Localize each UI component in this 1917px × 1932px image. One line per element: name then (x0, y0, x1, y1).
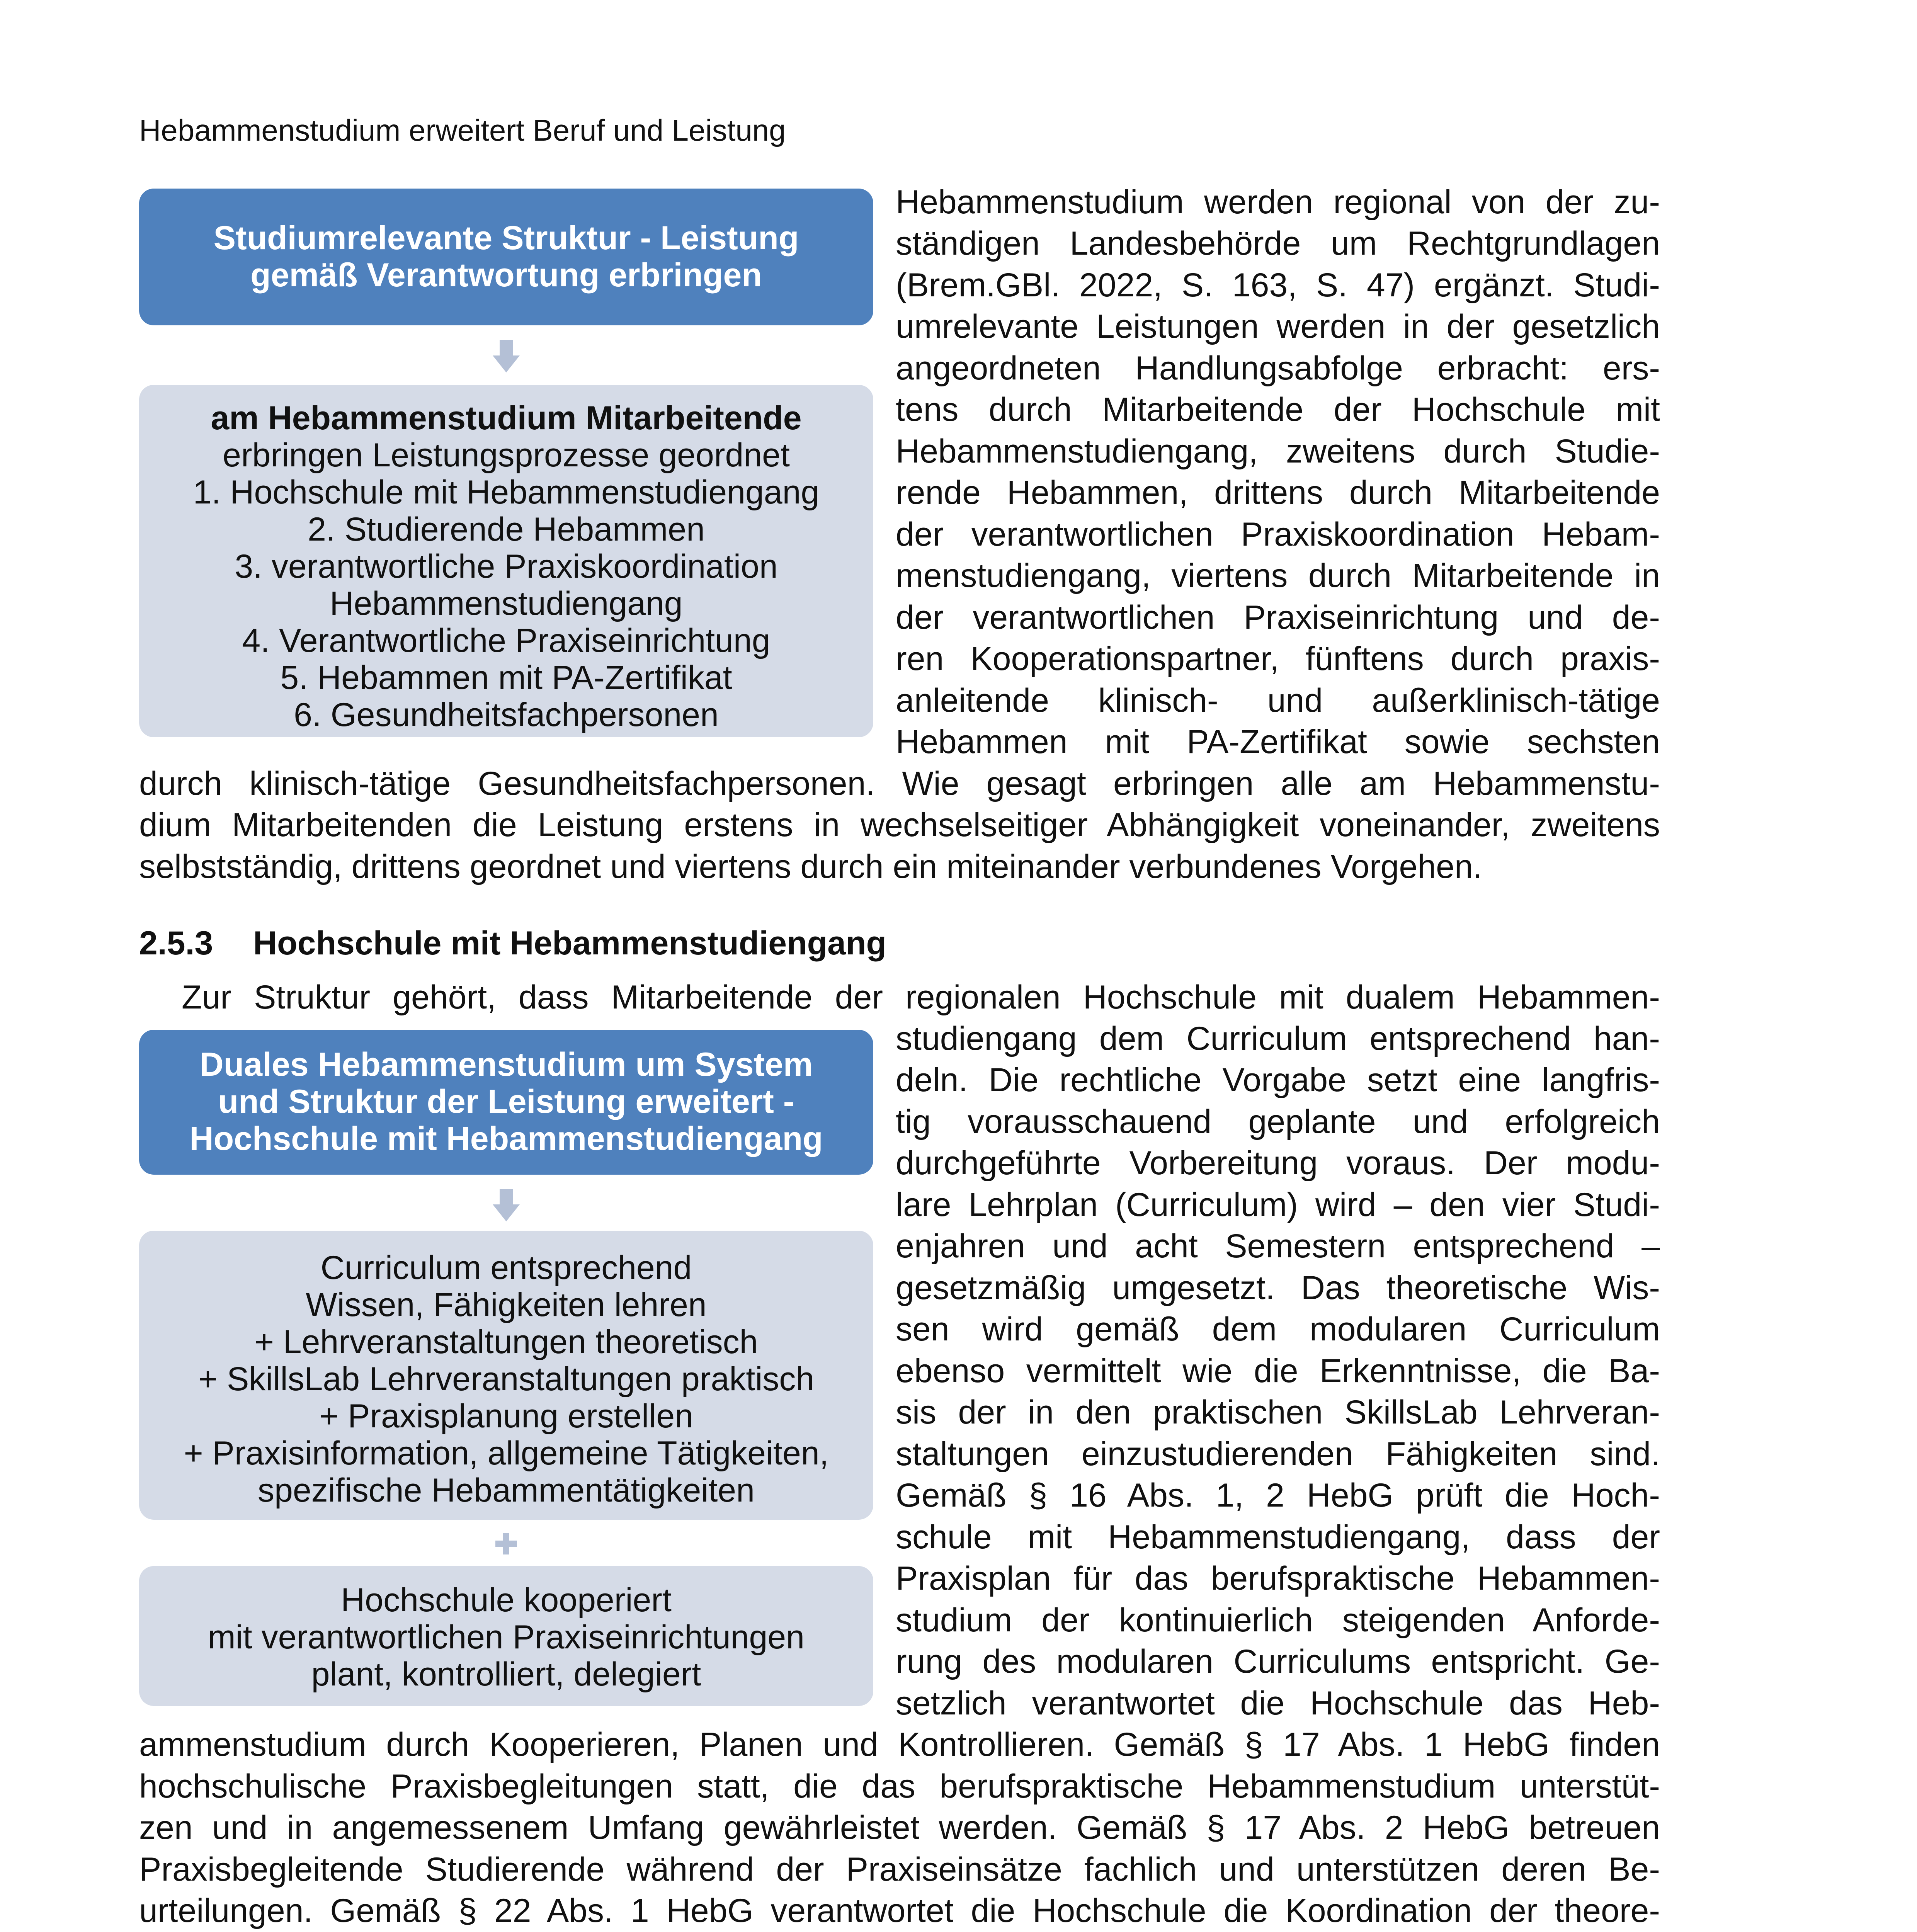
text-line: der verantwortlichen Praxiskoordination Hebam- (896, 516, 1660, 553)
text-line: ammenstudium durch Kooperieren, Planen und Kontrollieren. Gemäß § 17 Abs. 1 HebG finden (139, 1726, 1660, 1763)
text-line: (Brem.GBl. 2022, S. 163, S. 47) ergänzt. Studi- (896, 267, 1660, 304)
figure1-bottom-line: 1. Hochschule mit Hebammenstudiengang (193, 474, 820, 511)
figure2-middle-line: Curriculum entsprechend (320, 1249, 692, 1286)
text-line: umrelevante Leistungen werden in der gesetzlich (896, 308, 1660, 345)
text-line: tig vorausschauend geplante und erfolgreich (896, 1103, 1660, 1140)
section-number: 2.5.3 (139, 925, 213, 962)
figure1-top-line: Studiumrelevante Struktur - Leistung (213, 219, 799, 257)
text-line: lare Lehrplan (Curriculum) wird – den vier Studi- (896, 1186, 1660, 1223)
down-arrow-icon (493, 1189, 520, 1221)
text-line: Hebammenstudium werden regional von der zu- (896, 184, 1660, 221)
text-line: tens durch Mitarbeitende der Hochschule mit (896, 391, 1660, 428)
figure1-top-line: gemäß Verantwortung erbringen (250, 257, 762, 294)
figure1-bottom-line: Hebammenstudiengang (330, 585, 683, 622)
figure2-bottom-line: Hochschule kooperiert (341, 1582, 672, 1619)
text-line: Hebammenstudiengang, zweitens durch Studie- (896, 433, 1660, 470)
figure2-middle-line: + Lehrveranstaltungen theoretisch (254, 1323, 758, 1361)
text-line: rende Hebammen, drittens durch Mitarbeitende (896, 474, 1660, 511)
figure2-middle-line: + Praxisplanung erstellen (319, 1398, 694, 1435)
text-line: Gemäß § 16 Abs. 1, 2 HebG prüft die Hoch- (896, 1477, 1660, 1514)
text-line: selbstständig, drittens geordnet und viertens durch ein miteinander verbundenes Vorgehen. (139, 848, 1482, 885)
text-line: hochschulische Praxisbegleitungen statt, die das berufspraktische Hebammenstudium unterstüt- (139, 1768, 1660, 1805)
text-line: dium Mitarbeitenden die Leistung erstens in wechselseitiger Abhängigkeit voneinander, zweitens (139, 806, 1660, 844)
down-arrow-icon (493, 340, 520, 372)
figure2-bottom-line: mit verantwortlichen Praxiseinrichtungen (208, 1619, 805, 1656)
text-line: deln. Die rechtliche Vorgabe setzt eine langfris- (896, 1061, 1660, 1099)
figure-leistung-struktur (139, 189, 873, 737)
text-line: enjahren und acht Semestern entsprechend – (896, 1228, 1660, 1265)
section-heading-2-5-3 (139, 924, 886, 963)
figure2-middle-line: Wissen, Fähigkeiten lehren (306, 1286, 707, 1323)
figure1-bottom-line: 4. Verantwortliche Praxiseinrichtung (242, 622, 771, 659)
text-line: ständigen Landesbehörde um Rechtgrundlagen (896, 225, 1660, 262)
text-line: gesetzmäßig umgesetzt. Das theoretische Wis- (896, 1269, 1660, 1306)
figure2-bottom-line: plant, kontrolliert, delegiert (311, 1656, 701, 1693)
running-header: Hebammenstudium erweitert Beruf und Leistung (139, 113, 786, 147)
text-line: zen und in angemessenem Umfang gewährleistet werden. Gemäß § 17 Abs. 2 HebG betreuen (139, 1809, 1660, 1846)
figure2-bottom-box (139, 1566, 873, 1706)
text-line: staltungen einzustudierenden Fähigkeiten sind. (896, 1435, 1660, 1473)
figure2-middle-line: + Praxisinformation, allgemeine Tätigkeiten, (184, 1435, 829, 1472)
text-line: studiengang dem Curriculum entsprechend han- (896, 1020, 1660, 1057)
text-line: Hebammen mit PA-Zertifikat sowie sechsten (896, 723, 1660, 760)
text-line: sis der in den praktischen SkillsLab Lehrveran- (896, 1394, 1660, 1431)
figure2-middle-line: spezifische Hebammentätigkeiten (258, 1472, 755, 1509)
plus-icon (495, 1533, 517, 1554)
text-line: Praxisplan für das berufspraktische Hebammen- (896, 1560, 1660, 1597)
text-line: menstudiengang, viertens durch Mitarbeitende in (896, 557, 1660, 594)
figure2-middle-line: + SkillsLab Lehrveranstaltungen praktisch (198, 1361, 815, 1398)
section-title: Hochschule mit Hebammenstudiengang (253, 925, 887, 962)
figure1-bottom-box (139, 385, 873, 737)
figure2-top-line: Duales Hebammenstudium um System (199, 1046, 813, 1083)
text-line: schule mit Hebammenstudiengang, dass der (896, 1519, 1660, 1556)
figure1-bottom-line: 5. Hebammen mit PA-Zertifikat (280, 659, 732, 696)
figure2-middle-box (139, 1231, 873, 1520)
text-line: rung des modularen Curriculums entspricht. Ge- (896, 1643, 1660, 1680)
figure1-bottom-line: 2. Studierende Hebammen (308, 511, 705, 548)
figure1-bottom-line: 3. verantwortliche Praxiskoordination (235, 548, 778, 585)
text-line: sen wird gemäß dem modularen Curriculum (896, 1311, 1660, 1348)
text-line: Zur Struktur gehört, dass Mitarbeitende der regionalen Hochschule mit dualem Hebammen- (182, 979, 1660, 1016)
figure2-top-line: Hochschule mit Hebammenstudiengang (189, 1120, 823, 1157)
figure2-top-box (139, 1030, 873, 1175)
text-line: anleitende klinisch- und außerklinisch-tätige (896, 682, 1660, 719)
text-line: durch klinisch-tätige Gesundheitsfachpersonen. Wie gesagt erbringen alle am Hebammenstu- (139, 765, 1660, 802)
text-line: setzlich verantwortet die Hochschule das Heb- (896, 1685, 1660, 1722)
figure1-top-box (139, 189, 873, 325)
text-line: angeordneten Handlungsabfolge erbracht: ers- (896, 350, 1660, 387)
figure-hochschule-struktur (139, 1030, 873, 1706)
figure2-top-line: und Struktur der Leistung erweitert - (218, 1083, 794, 1120)
text-line: Praxisbegleitende Studierende während der Praxiseinsätze fachlich und unterstützen deren Be- (139, 1851, 1660, 1888)
figure1-bottom-line: erbringen Leistungsprozesse geordnet (223, 437, 790, 474)
text-line: durchgeführte Vorbereitung voraus. Der modu- (896, 1145, 1660, 1182)
text-line: ren Kooperationspartner, fünftens durch praxis- (896, 640, 1660, 677)
text-line: studium der kontinuierlich steigenden Anforde- (896, 1602, 1660, 1639)
text-line: urteilungen. Gemäß § 22 Abs. 1 HebG verantwortet die Hochschule die Koordination der theore- (139, 1892, 1660, 1929)
text-line: ebenso vermittelt wie die Erkenntnisse, die Ba- (896, 1352, 1660, 1389)
text-line: der verantwortlichen Praxiseinrichtung und de- (896, 599, 1660, 636)
figure1-bottom-heading: am Hebammenstudium Mitarbeitende (211, 400, 802, 437)
figure1-bottom-line: 6. Gesundheitsfachpersonen (294, 696, 719, 733)
